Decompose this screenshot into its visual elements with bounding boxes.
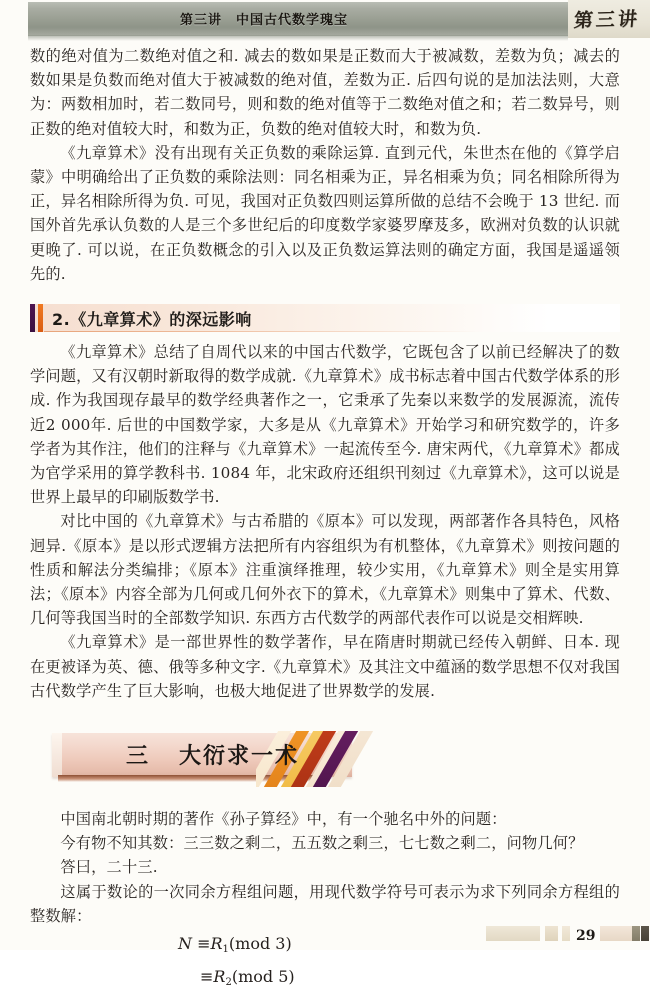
running-head xyxy=(0,0,650,44)
formula-rel-1: ≡ xyxy=(197,934,211,954)
page-body xyxy=(0,44,650,996)
chapter-mark-plate xyxy=(568,0,650,38)
page-number: 29 xyxy=(576,928,596,944)
section-3-problem-statement: 今有物不知其数：三三数之剩二，五五数之剩三，七七数之剩二，问物几何？ xyxy=(60,834,584,853)
text-column xyxy=(0,44,650,996)
section-2-heading-text: 2.《九章算术》的深远影响 xyxy=(52,310,252,330)
footer-block-6 xyxy=(641,926,649,941)
footer-block-3 xyxy=(562,926,570,941)
section-3-number: 三 xyxy=(126,743,151,770)
page-footer xyxy=(0,916,650,950)
formula-mod-3: (mod 3) xyxy=(228,934,292,954)
formula-R2-sub: 2 xyxy=(225,977,232,989)
formula-line-2 xyxy=(30,963,620,996)
footer-block-1 xyxy=(486,926,540,941)
footer-block-2 xyxy=(545,926,558,941)
section-3-paragraph-1: 中国南北朝时期的著作《孙子算经》中，有一个驰名中外的问题： xyxy=(60,810,507,829)
section-3-title-text: 大衍求一术 xyxy=(179,743,300,770)
section-3-banner xyxy=(30,729,620,791)
running-head-title: 第三讲 中国古代数学瑰宝 xyxy=(180,13,349,28)
section-3-answer: 答曰，二十三. xyxy=(60,858,158,877)
formula-rel-2: ≡ xyxy=(200,967,214,987)
section-3-title xyxy=(126,739,299,770)
formula-mod-5: (mod 5) xyxy=(231,967,295,987)
footer-block-4 xyxy=(600,926,632,941)
chapter-mark-text: 第三讲 xyxy=(572,8,641,32)
formula-R1-sub: 1 xyxy=(222,944,229,956)
heading-underline-rule xyxy=(44,331,480,332)
heading-accent-bar-dark xyxy=(30,304,35,332)
formula-N: N xyxy=(178,934,192,954)
paragraph-negative-numbers: 《九章算术》没有出现有关正负数的乘除运算. 直到元代，朱世杰在他的《算学启蒙》中明确给出了正负数的乘除法则：同名相乘为正，异名相乘为负；同名相除所得为正，异名相除所得为负. 可见，我国对正负数四则运算所做的总结不会晚于 13 世纪. 而国外首先承认负数的人是三个多世纪后的印度数学家婆罗摩芨多，欧洲对负数的认识就更晚了. 可以说，在正负数概念的引入以及正负数运算法则的确定方面，我国是遥遥领先的. xyxy=(30,143,620,283)
footer-block-5 xyxy=(632,926,640,941)
section-3-paragraph-4: 这属于数论的一次同余方程组问题，用现代数学符号可表示为求下列同余方程组的整数解： xyxy=(30,882,620,925)
heading-accent-bar-orange xyxy=(38,304,43,332)
section-2-heading xyxy=(30,304,620,332)
section-2-paragraph-3: 《九章算术》是一部世界性的数学著作，早在隋唐时期就已经传入朝鲜、日本. 现在更被译为英、德、俄等多种文字.《九章算术》及其注文中蕴涵的数学思想不仅对我国古代数学产生了巨大影响，也极大地促进了世界数学的发展. xyxy=(30,633,620,700)
section-2-paragraph-2: 对比中国的《九章算术》与古希腊的《原本》可以发现，两部著作各具特色，风格迥异.《原本》是以形式逻辑方法把所有内容组织为有机整体，《九章算术》则按问题的性质和解法分类编排；《原本》注重演绎推理，较少实用，《九章算术》则全是实用算法；《原本》内容全部为几何或几何外衣下的算术，《九章算术》则集中了算术、代数、几何等我国当时的全部数学知识. 东西方古代数学的两部代表作可以说是交相辉映. xyxy=(30,512,620,628)
formula-R2: R xyxy=(213,967,226,987)
formula-R1: R xyxy=(210,934,223,954)
section-2-paragraph-1: 《九章算术》总结了自周代以来的中国古代数学，它既包含了以前已经解决了的数学问题，又有汉朝时新取得的数学成就.《九章算术》成书标志着中国古代数学体系的形成. 作为我国现存最早的数学经典著作之一，它秉承了先秦以来数学的发展源流，流传近2 000年. 后世的中国数学家，大多是从《九章算术》开始学习和研究数学的，许多学者为其作注，他们的注释与《九章算术》一起流传至今. 唐宋两代，《九章算术》都成为官学采用的算学教科书. 1084 年，北宋政府还组织刊刻过《九章算术》，这可以说是世界上最早的印刷版数学书. xyxy=(30,343,620,507)
paragraph-continued: 数的绝对值为二数绝对值之和. 减去的数如果是正数而大于被减数，差数为负；减去的数如果是负数而绝对值大于被减数的绝对值，差数为正. 后四句说的是加法法则，大意为：两数相加时，若二数同号，则和数的绝对值等于二数绝对值之和；若二数异号，则正数的绝对值较大时，和数为正，负数的绝对值较大时，和数为负. xyxy=(30,47,620,138)
